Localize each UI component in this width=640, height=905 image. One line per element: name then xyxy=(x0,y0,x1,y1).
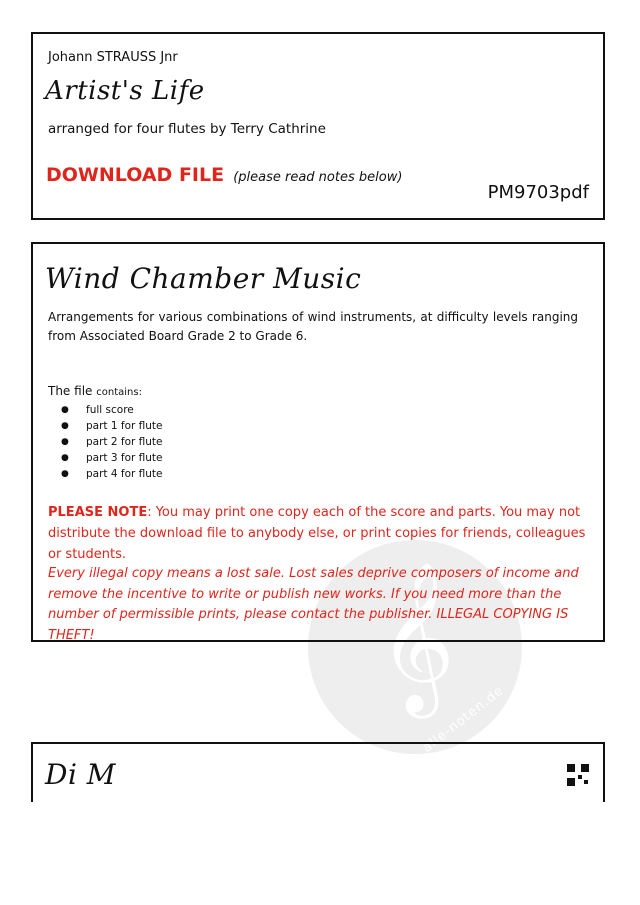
please-note-label: PLEASE NOTE xyxy=(48,505,148,520)
list-item: ● full score xyxy=(61,404,134,416)
bullet-icon: ● xyxy=(61,469,69,479)
contents-heading xyxy=(48,384,142,398)
contents-heading-main: The file xyxy=(48,384,93,398)
contents-heading-small: contains: xyxy=(96,387,142,398)
bullet-icon: ● xyxy=(61,437,69,447)
contents-list xyxy=(61,402,163,482)
download-note: (please read notes below) xyxy=(233,170,403,185)
treble-clef-icon: 𝄞 xyxy=(378,560,455,712)
series-description: Arrangements for various combinations of wind instruments, at difficulty levels ranging from Associated Board Grade 2 to Grade 6. xyxy=(48,310,578,343)
list-item: ● part 3 for flute xyxy=(61,452,163,464)
bullet-icon: ● xyxy=(61,405,69,415)
download-link[interactable] xyxy=(46,164,402,186)
please-note xyxy=(48,502,598,565)
bullet-icon: ● xyxy=(61,421,69,431)
title-box xyxy=(31,32,605,220)
list-item: ● part 4 for flute xyxy=(61,468,163,480)
composer-name: Johann STRAUSS Jnr xyxy=(48,50,178,65)
next-section-title: Di M xyxy=(45,758,116,791)
download-label[interactable]: DOWNLOAD FILE xyxy=(46,164,225,186)
please-note-text: : You may print one copy each of the score and parts. You may not distribute the download file to anybody else, or print copies for friends, colleagues or students. xyxy=(48,505,586,562)
series-info-box xyxy=(31,242,605,642)
piece-title: Artist's Life xyxy=(45,76,205,106)
next-section-box xyxy=(31,742,605,802)
bullet-icon: ● xyxy=(61,453,69,463)
qr-code-icon xyxy=(567,764,589,786)
list-item: ● part 1 for flute xyxy=(61,420,163,432)
list-item: ● part 2 for flute xyxy=(61,436,163,448)
product-code: PM9703pdf xyxy=(487,182,589,203)
arranger-credit: arranged for four flutes by Terry Cathrine xyxy=(48,121,326,137)
series-title: Wind Chamber Music xyxy=(45,262,362,295)
illegal-copy-warning: Every illegal copy means a lost sale. Lost sales deprive composers of income and remove the incentive to write or publish new works. If you need more than the number of permissible prints, please contact the publisher. ILLEGAL COPYING IS THEFT! xyxy=(48,566,579,643)
watermark-text: alle-noten.de xyxy=(419,683,507,756)
